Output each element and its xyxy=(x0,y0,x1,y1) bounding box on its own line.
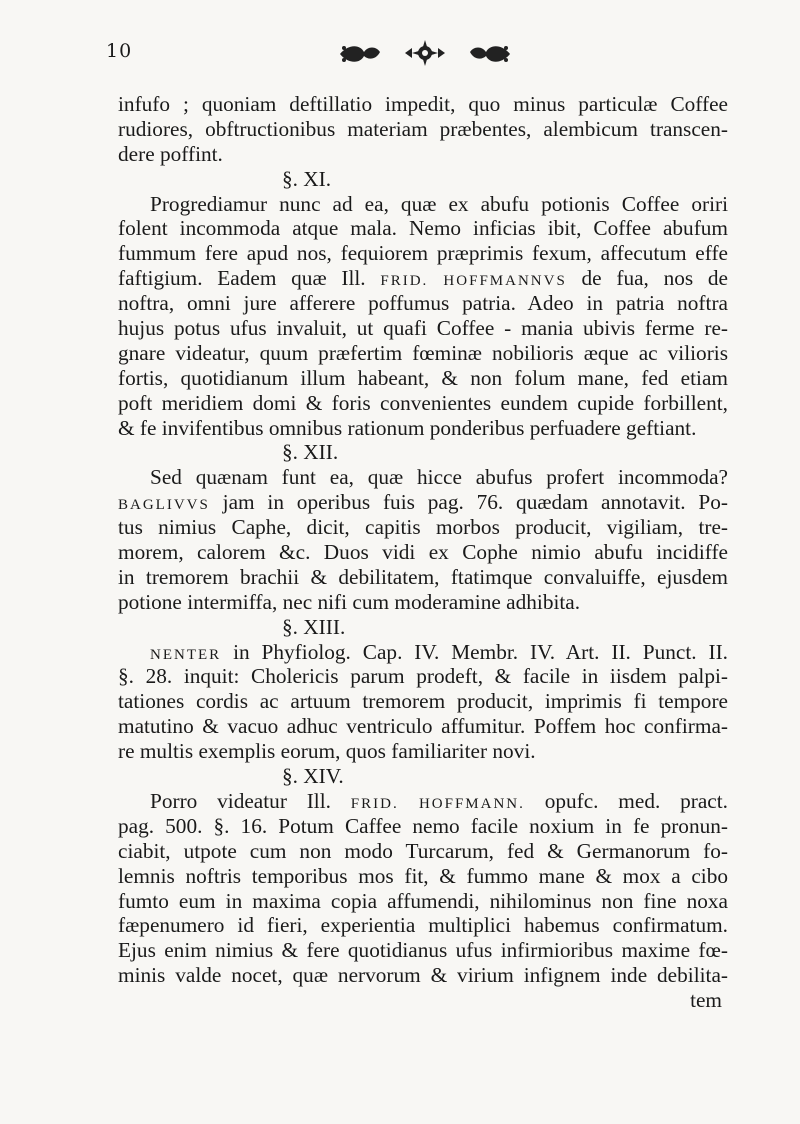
text-line: in tremorem brachii & debilitatem, ftatimque convaluiffe, ejusdem xyxy=(118,564,728,589)
section-heading-xi: §. XI. xyxy=(282,166,332,191)
section-heading-xii: §. XII. xyxy=(282,440,339,465)
text-line: morem, calorem &c. Duos vidi ex Cophe nimio abufu incidiffe xyxy=(118,540,728,565)
text-line: re multis exemplis eorum, quos familiariter novi. xyxy=(118,739,536,764)
text-line: noftra, omni jure afferere poffumus patria. Adeo in patria noftra xyxy=(118,291,728,316)
text-line: lemnis noftris temporibus mos fit, & fummo mane & mox a cibo xyxy=(118,863,728,888)
author-name: BAGLIVVS xyxy=(118,497,210,514)
text-line xyxy=(118,789,728,814)
text-line: folent incommoda atque mala. Nemo inficias ibit, Coffee abufum xyxy=(118,216,728,241)
text-line: potione intermiffa, nec nifi cum moderamine adhibita. xyxy=(118,589,581,614)
catchword: tem xyxy=(690,988,722,1013)
section-heading-xiii: §. XIII. xyxy=(282,614,346,639)
text-line: fæpenumero id fieri, experientia multiplici habemus confirmatum. xyxy=(118,913,728,938)
text-line xyxy=(118,640,728,665)
text-line: matutino & vacuo adhuc ventriculo affumitur. Poffem hoc confirma- xyxy=(118,714,728,739)
text-line: & fe invifentibus omnibus rationum ponderibus perfuadere geftiant. xyxy=(118,415,697,440)
text-line: minis valde nocet, quæ nervorum & virium infignem inde debilita- xyxy=(118,963,728,988)
author-name: FRID. HOFFMANN. xyxy=(350,795,525,812)
author-name: FRID. HOFFMANNVS xyxy=(380,273,567,290)
text-run: Porro videatur Ill. xyxy=(150,788,331,813)
text-line: infufo ; quoniam deftillatio impedit, quo minus particulæ Coffee xyxy=(118,92,728,116)
text-line: fumto eum in maxima copia affumendi, nihilominus non fine noxa xyxy=(118,888,728,913)
text-line xyxy=(118,490,728,515)
text-run: opufc. med. pract. xyxy=(544,788,728,813)
text-line: Ejus enim nimius & fere quotidianus ufus infirmioribus maxime fœ- xyxy=(118,938,728,963)
text-line xyxy=(118,266,728,291)
text-line: dere poffint. xyxy=(118,141,223,166)
text-line: §. 28. inquit: Cholericis parum prodeft, & facile in iisdem palpi- xyxy=(118,664,728,689)
text-line: poft meridiem domi & foris convenientes eundem cupide forbillent, xyxy=(118,390,728,415)
page-number: 10 xyxy=(106,40,133,62)
text-line: tus nimius Caphe, dicit, capitis morbos producit, vigiliam, tre- xyxy=(118,515,728,540)
text-line: rudiores, obftructionibus materiam præbentes, alembicum transcen- xyxy=(118,116,728,141)
author-name: NENTER xyxy=(150,646,222,663)
text-line: tationes cordis ac artuum tremorem producit, imprimis fi tempore xyxy=(118,689,728,714)
text-line: fortis, quotidianum illum habeant, & non folum mane, fed etiam xyxy=(118,365,728,390)
text-run: jam in operibus fuis pag. 76. quædam annotavit. Po- xyxy=(222,490,729,515)
text-run: faftigium. Eadem quæ Ill. xyxy=(118,266,366,291)
main-text xyxy=(118,92,728,1013)
text-line: fummum fere apud nos, fequiorem præprimis fexum, affecutum effe xyxy=(118,241,728,266)
text-line: hujus potus ufus invaluit, ut quafi Coffee - mania ubivis ferme re- xyxy=(118,316,728,341)
printer-ornament-icon xyxy=(330,38,520,68)
text-line: ciabit, utpote cum non modo Turcarum, fed & Germanorum fo- xyxy=(118,838,728,863)
text-line: pag. 500. §. 16. Potum Caffee nemo facile noxium in fe pronun- xyxy=(118,813,728,838)
text-line: gnare videatur, quum præfertim fœminæ nobilioris æque ac vilioris xyxy=(118,340,728,365)
text-line: Sed quænam funt ea, quæ hicce abufus profert incommoda? xyxy=(150,465,728,490)
text-line: Progrediamur nunc ad ea, quæ ex abufu potionis Coffee oriri xyxy=(150,191,728,216)
text-run: de fua, nos de xyxy=(581,266,729,291)
text-run: in Phyfiolog. Cap. IV. Membr. IV. Art. II. Punct. II. xyxy=(233,639,728,664)
section-heading-xiv: §. XIV. xyxy=(282,764,344,789)
